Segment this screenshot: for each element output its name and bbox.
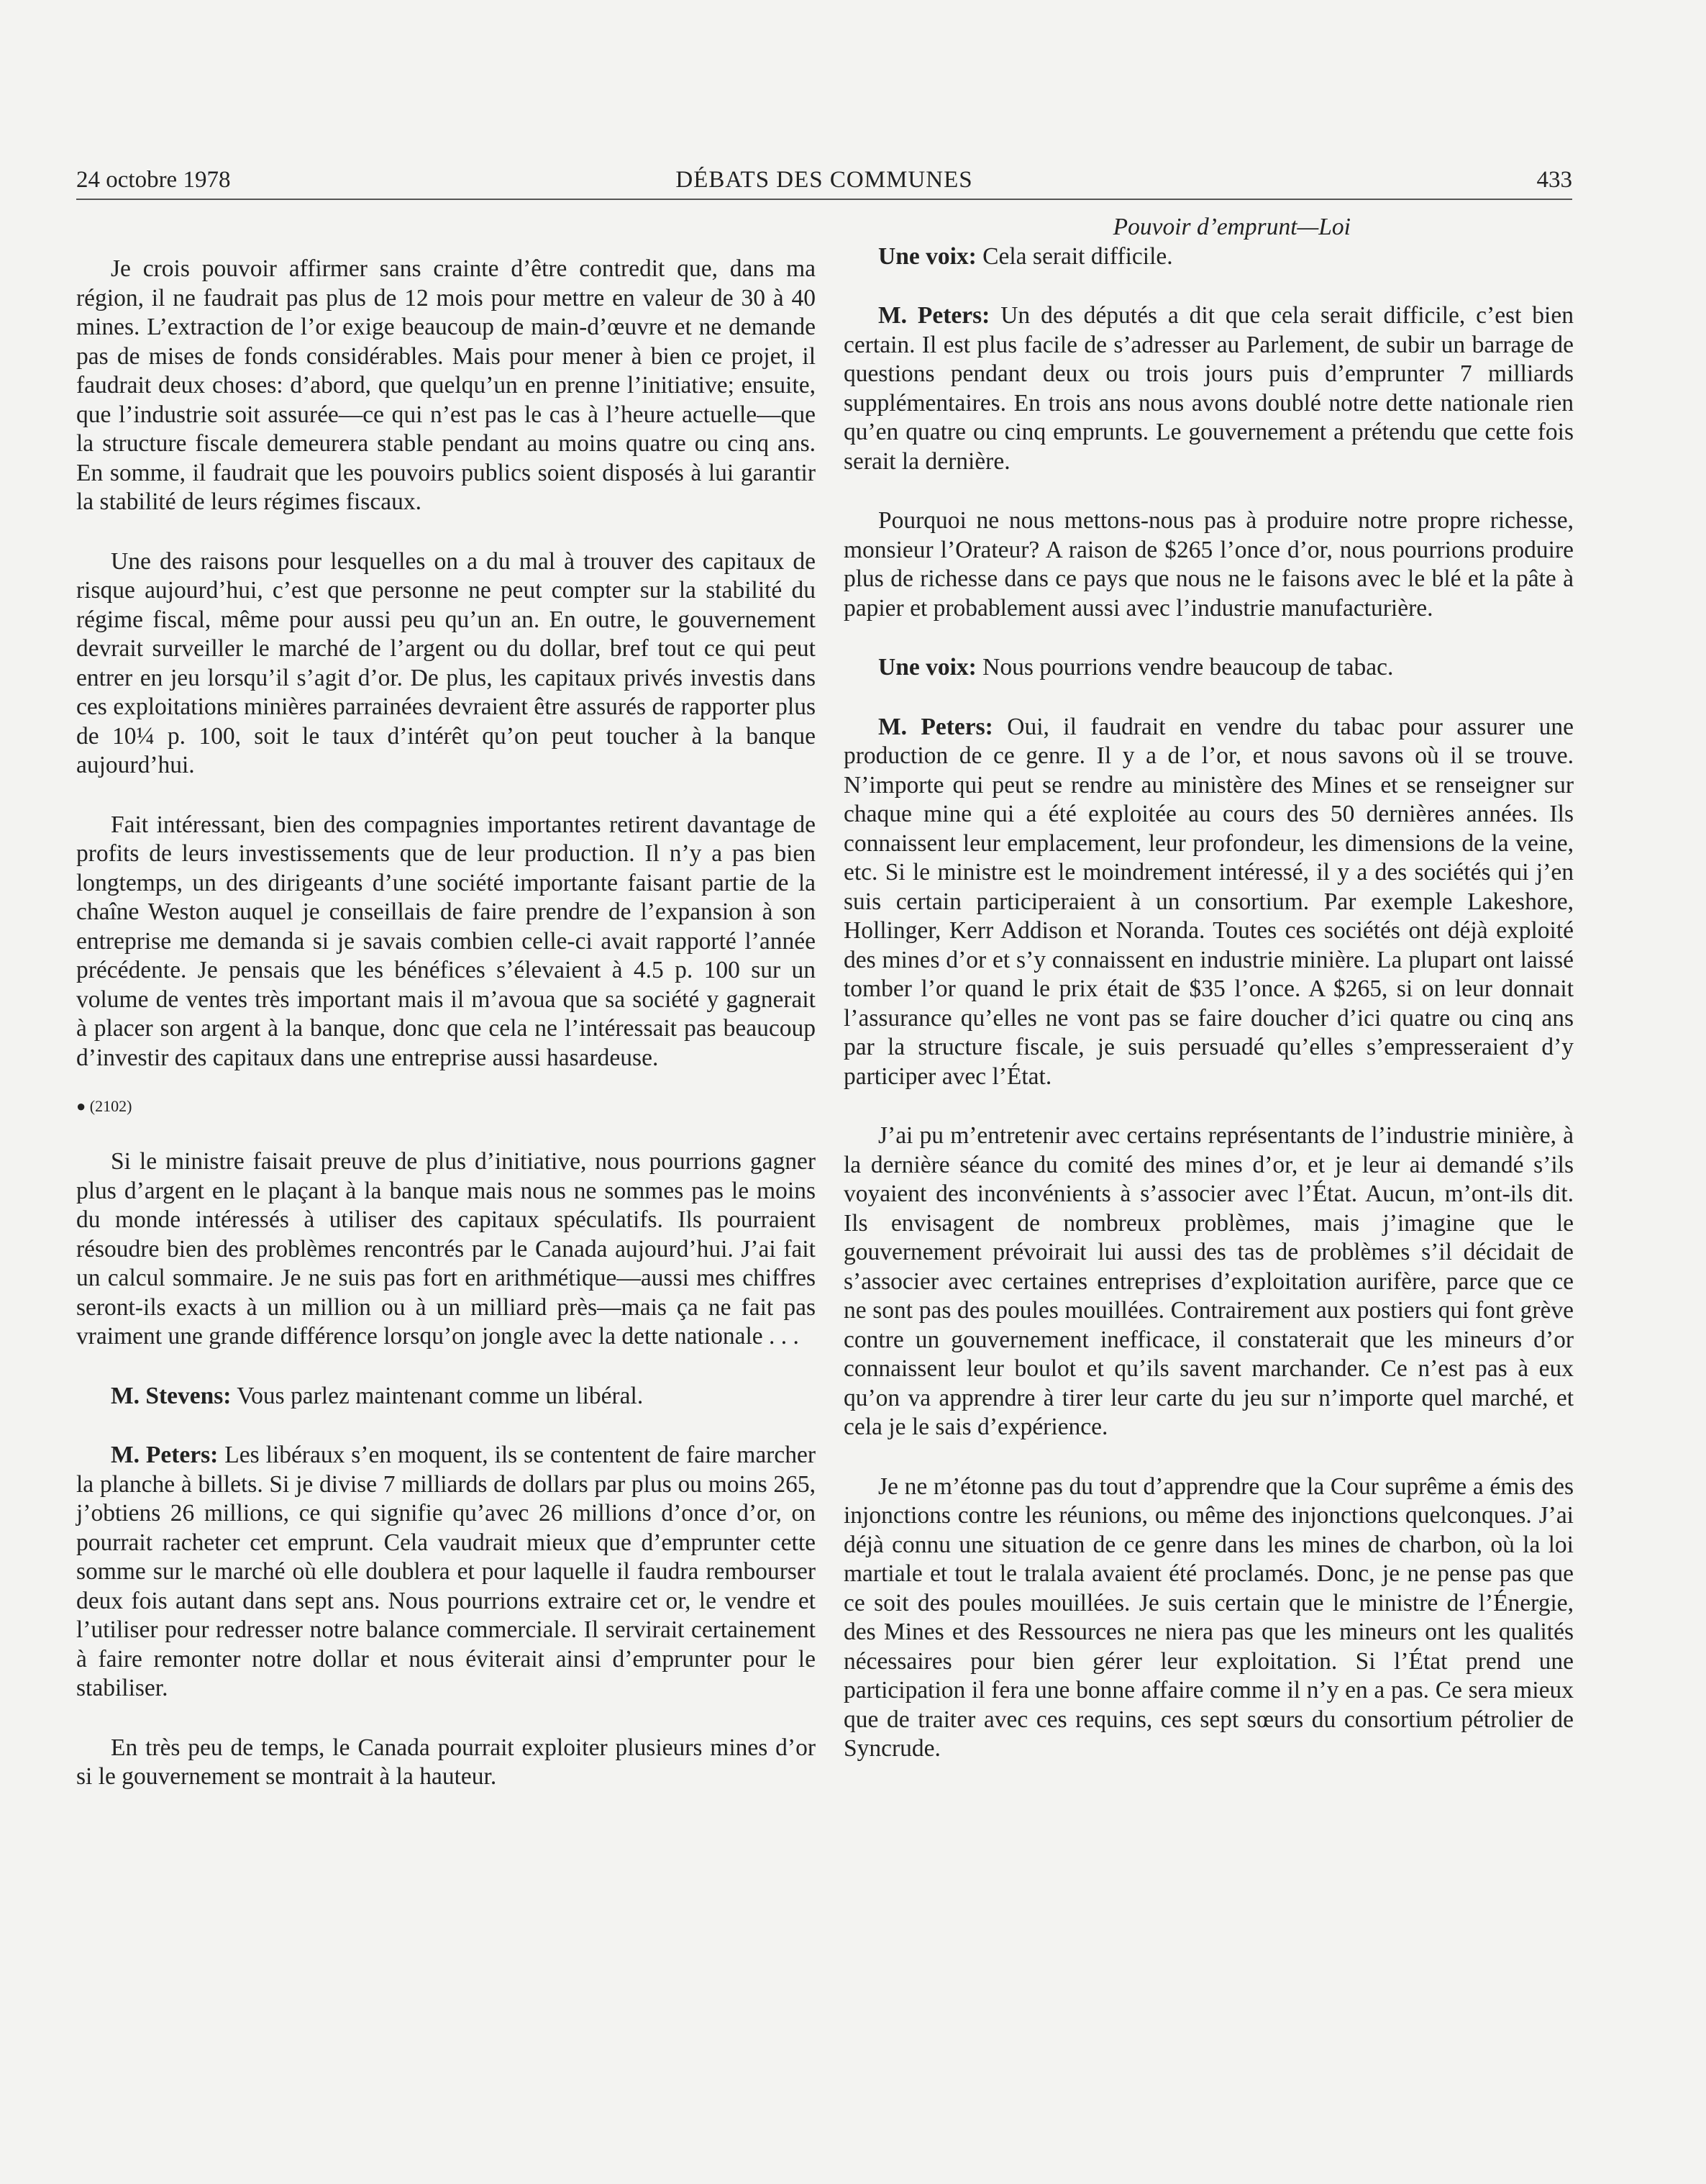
- paragraph: J’ai pu m’entretenir avec certains représentants de l’industrie minière, à la dernière séance du comité des mines d’or, et je leur ai demandé s’ils voyaient des inconvénients à s’associer avec l’État. Aucun, m’ont-ils dit. Ils envisagent de nombreux problèmes, mais j’imagine que le gouvernement prévoirait lui aussi des tas de problèmes s’il décidait de s’associer avec certaines entreprises d’exploitation aurifère, parce que ce ne sont pas des poules mouillées. Contrairement aux postiers qui font grève contre un gouvernement inefficace, il constaterait que les mineurs d’or connaissent leur boulot et qu’ils savent marchander. Ce n’est pas à eux qu’on va apprendre à tirer leur carte du jeu sur n’importe quel marché, et cela je le sais d’expérience.: [844, 1122, 1574, 1440]
- speech-paragraph: [76, 1382, 816, 1411]
- speech-text: Nous pourrions vendre beaucoup de tabac.: [976, 654, 1394, 681]
- page-header: [76, 164, 1572, 200]
- speech-text: Cela serait difficile.: [976, 242, 1173, 270]
- speech-paragraph: [76, 1441, 816, 1703]
- paragraph: Je ne m’étonne pas du tout d’apprendre que la Cour suprême a émis des injonctions contre les réunions, ou même des injonctions quelconques. J’ai déjà connu une situation de ce genre dans les mines de charbon, où la loi martiale et tout le tralala avaient été proclamés. Donc, je ne pense pas que ce soit des poules mouillées. Je suis certain que le ministre de l’Énergie, des Mines et des Ressources ne niera pas que les mineurs ont les qualités nécessaires pour bien gérer leur exploitation. Si l’État prend une participation il fera une bonne affaire comme il n’y en a pas. Ce sera mieux que de traiter avec ces requins, ces sept sœurs du consortium pétrolier de Syncrude.: [844, 1473, 1574, 1762]
- time-marker: ● (2102): [76, 1097, 132, 1115]
- header-title: DÉBATS DES COMMUNES: [675, 167, 973, 193]
- paragraph: Si le ministre faisait preuve de plus d’initiative, nous pourrions gagner plus d’argent en le plaçant à la banque mais nous ne sommes pas le moins du monde intéressés à utiliser des capitaux spéculatifs. Ils pourraient résoudre bien des problèmes rencontrés par le Canada aujourd’hui. J’ai fait un calcul sommaire. Je ne suis pas fort en arithmétique—aussi mes chiffres seront-ils exacts à un million ou à un milliard près—mais ça ne fait pas vraiment une grande différence lorsqu’on jongle avec la dette nationale . . .: [76, 1148, 816, 1350]
- speech-text: Un des députés a dit que cela serait difficile, c’est bien certain. Il est plus facile de s’adresser au Parlement, de subir un barrage de questions pendant deux ou trois jours puis d’emprunter 7 milliards supplémentaires. En trois ans nous avons doublé notre dette nationale rien qu’en quatre ou cinq emprunts. Le gouvernement a prétendu que cette fois serait la dernière.: [844, 302, 1574, 475]
- right-column: [844, 213, 1574, 1764]
- speech-paragraph: [844, 301, 1574, 476]
- paragraph: Pourquoi ne nous mettons-nous pas à produire notre propre richesse, monsieur l’Orateur? A raison de $265 l’once d’or, nous pourrions produire plus de richesse dans ce pays que nous ne le faisons avec le blé et la pâte à papier et probablement aussi avec l’industrie manufacturière.: [844, 507, 1574, 622]
- paragraph: Fait intéressant, bien des compagnies importantes retirent davantage de profits de leurs investissements que de leur production. Il n’y a pas bien longtemps, un des dirigeants d’une société importante faisant partie de la chaîne Weston auquel je conseillais de faire prendre de l’expansion à son entreprise me demanda si je savais combien celle-ci avait rapporté l’année précédente. Je pensais que les bénéfices s’élevaient à 4.5 p. 100 sur un volume de ventes très important mais il m’avoua que sa société y gagnerait à placer son argent à la banque, donc que cela ne l’intéressait pas beaucoup d’investir des capitaux dans une entreprise aussi hasardeuse.: [76, 811, 816, 1071]
- speech-text: Oui, il faudrait en vendre du tabac pour assurer une production de ce genre. Il y a de l’or, et nous savons où il se trouve. N’importe qui peut se rendre au ministère des Mines et se renseigner sur chaque mine qui a été exploitée au cours des 50 dernières années. Ils connaissent leur emplacement, leur profondeur, les dimensions de la veine, etc. Si le ministre est le moindrement intéressé, il y a des sociétés qui j’en suis certain participeraient à un consortium. Par exemple Lakeshore, Hollinger, Kerr Addison et Noranda. Toutes ces sociétés ont déjà exploité des mines d’or et s’y connaissent en industrie minière. La plupart ont laissé tomber l’or quand le prix était de $35 l’once. A $265, si on leur donnait l’assurance qu’elles ne vont pas se faire doucher d’ici quatre ou cinq ans par la structure fiscale, je suis persuadé qu’elles s’empresseraient d’y participer avec l’État.: [844, 713, 1574, 1090]
- speaker-name: M. Stevens:: [111, 1382, 232, 1409]
- paragraph: Je crois pouvoir affirmer sans crainte d’être contredit que, dans ma région, il ne faudrait pas plus de 12 mois pour mettre en valeur de 30 à 40 mines. L’extraction de l’or exige beaucoup de main-d’œuvre et ne demande pas de mises de fonds considérables. Mais pour mener à bien ce projet, il faudrait deux choses: d’abord, que quelqu’un en prenne l’initiative; ensuite, que l’industrie soit assurée—ce qui n’est pas le cas à l’heure actuelle—que la structure fiscale demeurera stable pendant au moins quatre ou cinq ans. En somme, il faudrait que les pouvoirs publics soient disposés à lui garantir la stabilité de leurs régimes fiscaux.: [76, 255, 816, 515]
- speech-paragraph: [844, 713, 1574, 1092]
- header-date: 24 octobre 1978: [76, 167, 231, 193]
- speaker-name: M. Peters:: [878, 713, 993, 740]
- speech-paragraph: [844, 653, 1574, 683]
- speech-text: Les libéraux s’en moquent, ils se contentent de faire marcher la planche à billets. Si je divise 7 milliards de dollars par plus ou moins 265, j’obtiens 26 millions, ce qui signifie qu’avec 26 millions d’once d’or, on pourrait racheter cet emprunt. Cela vaudrait mieux que d’emprunter cette somme sur le marché où elle doublera et pour laquelle il faudra rembourser deux fois autant dans sept ans. Nous pourrions extraire cet or, le vendre et l’utiliser pour redresser notre balance commerciale. Il servirait certainement à faire remonter notre dollar et nous éviterait ainsi d’emprunter pour le stabiliser.: [76, 1442, 816, 1701]
- speaker-name: M. Peters:: [111, 1442, 219, 1468]
- speaker-name: Une voix:: [878, 242, 977, 270]
- speaker-name: Une voix:: [878, 654, 977, 681]
- speaker-name: M. Peters:: [878, 302, 990, 329]
- paragraph: En très peu de temps, le Canada pourrait exploiter plusieurs mines d’or si le gouvernement se montrait à la hauteur.: [76, 1734, 816, 1790]
- header-page-number: 433: [1536, 167, 1572, 193]
- left-column: [76, 255, 816, 1822]
- speech-text: Vous parlez maintenant comme un libéral.: [231, 1382, 644, 1409]
- paragraph: Une des raisons pour lesquelles on a du mal à trouver des capitaux de risque aujourd’hui, c’est que personne ne peut compter sur la stabilité du régime fiscal, même pour aussi peu qu’un an. En outre, le gouvernement devrait surveiller le marché de l’argent ou du dollar, bref tout ce qui peut entrer en jeu lorsqu’il s’agit d’or. De plus, les capitaux privés investis dans ces exploitations minières parrainées devraient être assurés de rapporter plus de 10¼ p. 100, soit le taux d’intérêt qu’on peut toucher à la banque aujourd’hui.: [76, 547, 816, 778]
- running-title: Pouvoir d’emprunt—Loi: [1113, 214, 1351, 240]
- speech-paragraph: [844, 242, 1574, 272]
